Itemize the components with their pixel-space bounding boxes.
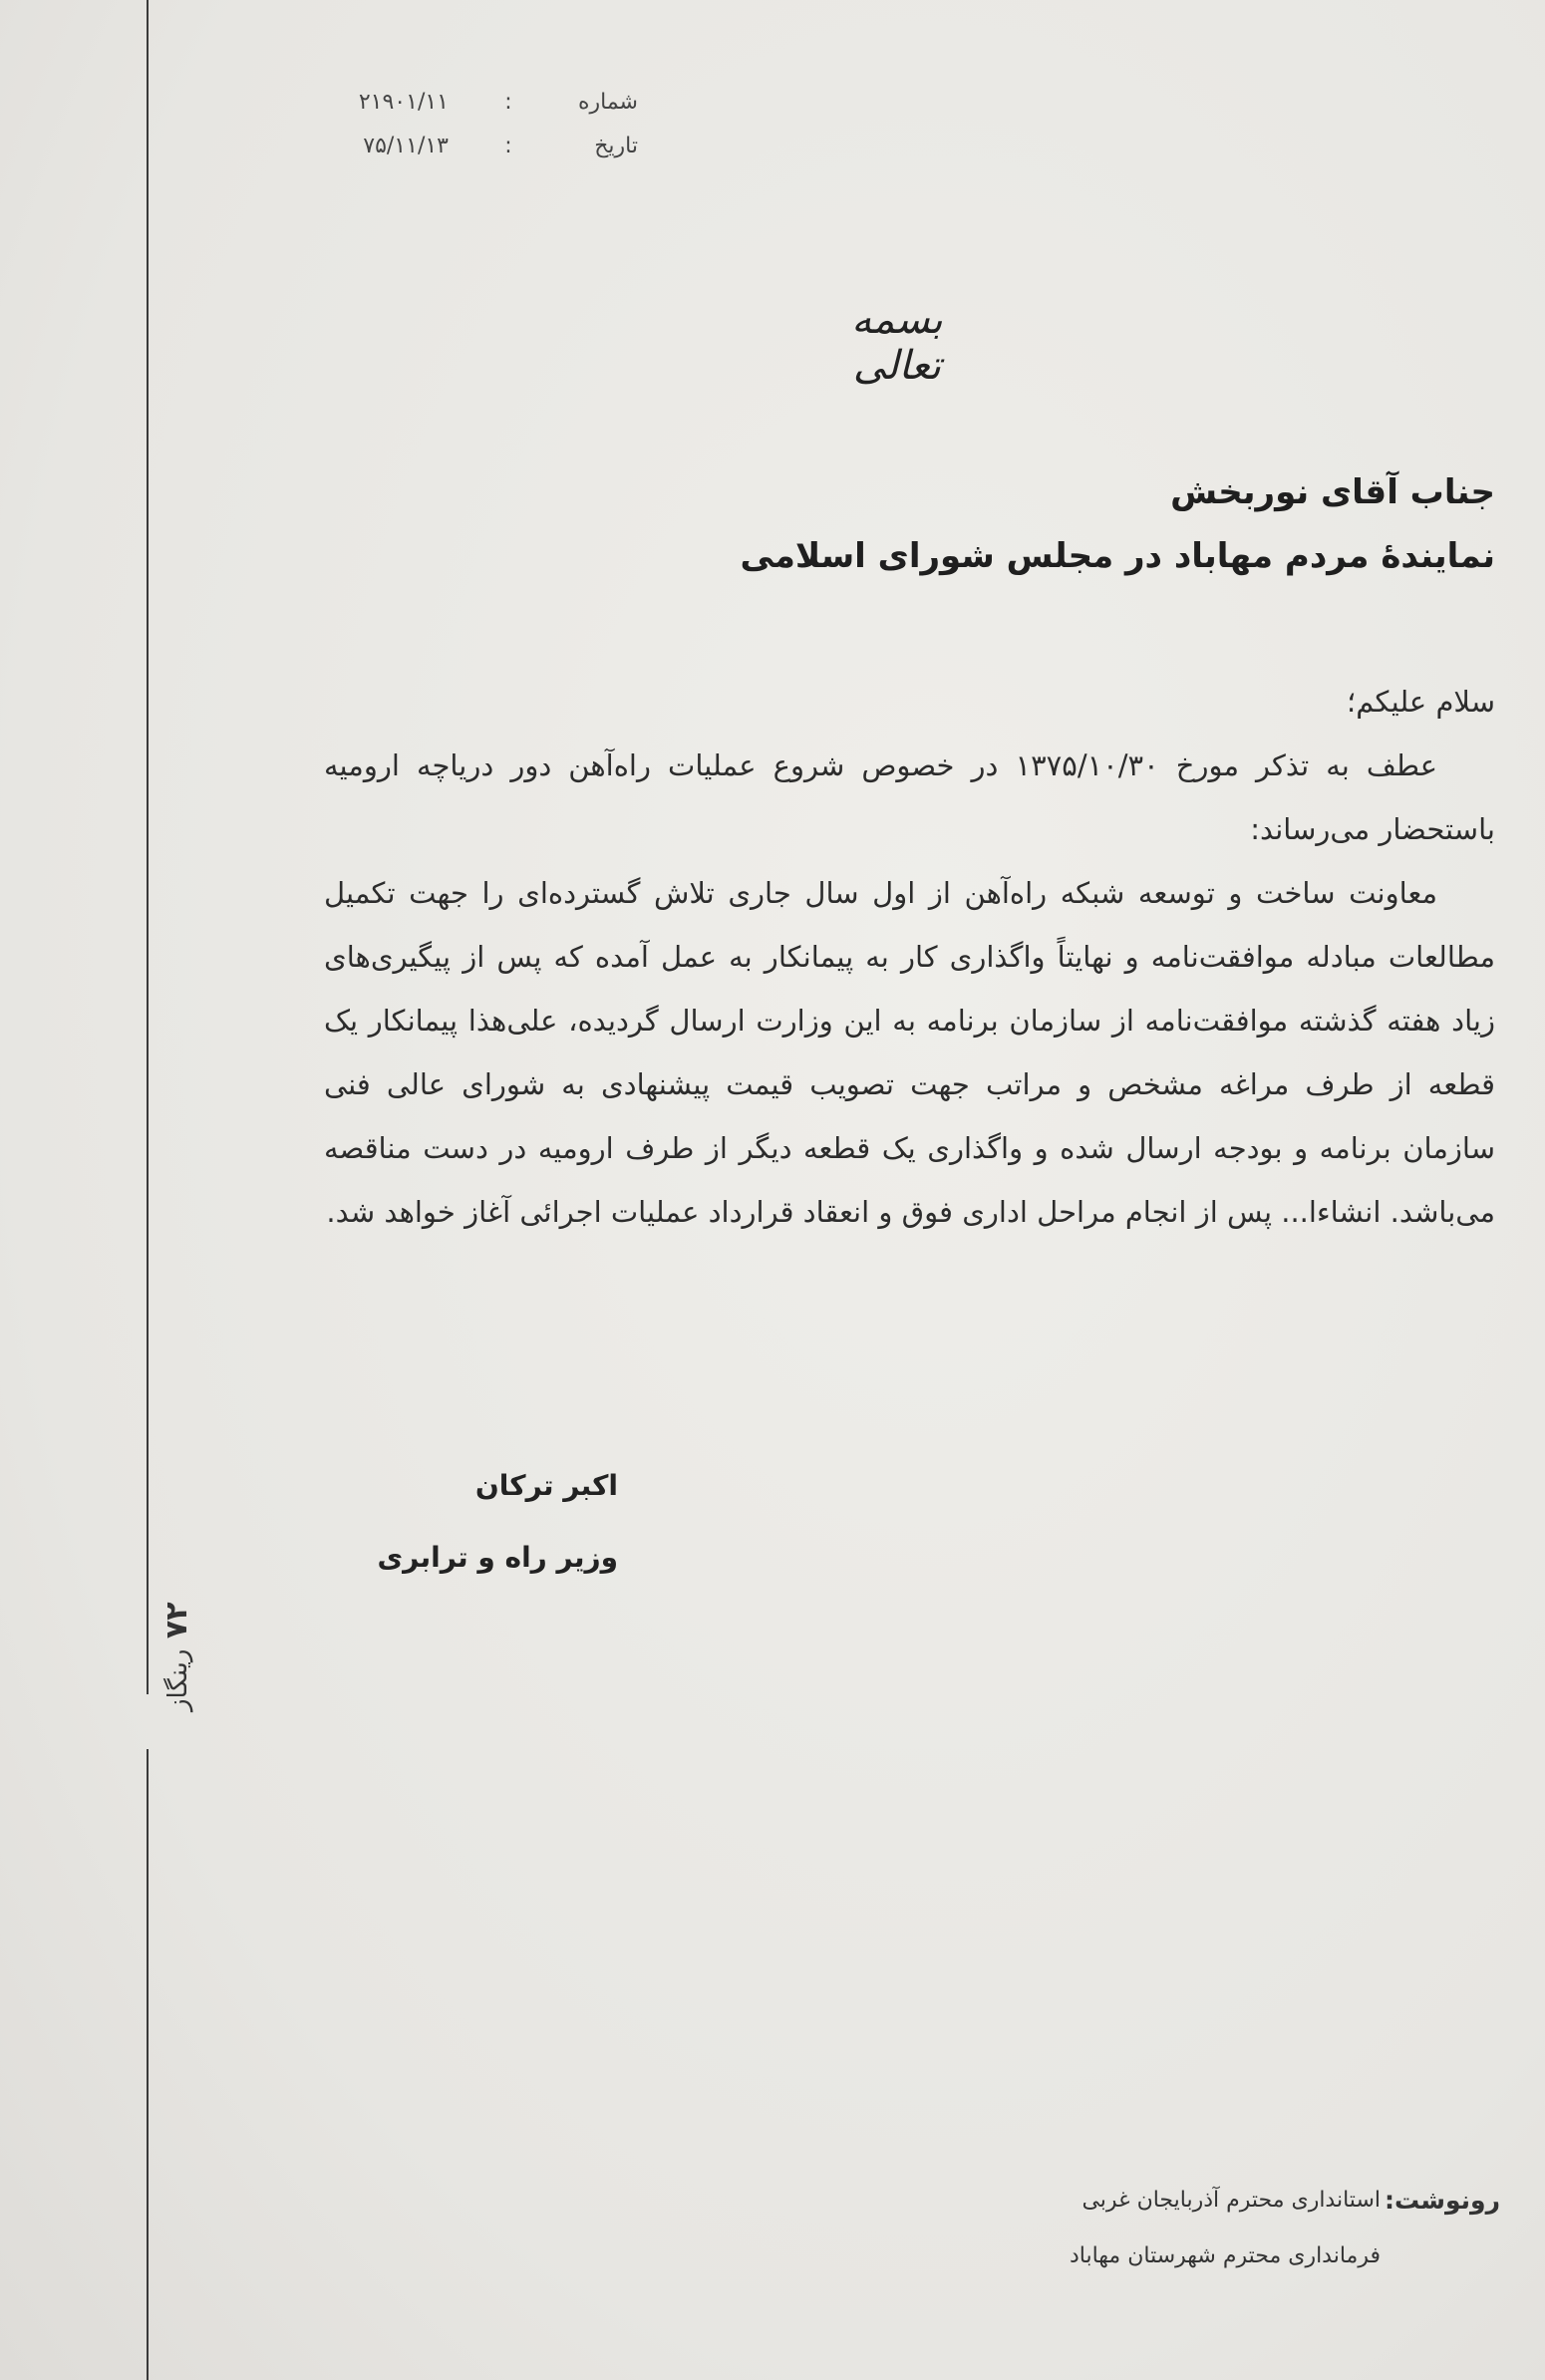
letter-number-colon: : bbox=[504, 89, 512, 115]
carbon-copy-block bbox=[942, 2173, 1500, 2284]
cc-row-2 bbox=[942, 2229, 1500, 2284]
cc-label: رونوشت: bbox=[1384, 2186, 1500, 2215]
letter-meta bbox=[299, 80, 638, 167]
cc-recipient: استانداری محترم آذربایجان غربی bbox=[1082, 2188, 1381, 2213]
letter-body bbox=[324, 670, 1495, 1244]
body-paragraph-1: عطف به تذکر مورخ ۱۳۷۵/۱۰/۳۰ در خصوص شروع عملیات راه‌آهن دور دریاچه ارومیه باستحضار می‌رساند: bbox=[324, 748, 1495, 846]
cc-row-1 bbox=[942, 2173, 1500, 2229]
letter-date-row bbox=[299, 124, 638, 167]
signatory-title: وزیر راه و ترابری bbox=[377, 1541, 618, 1574]
letter-number-row bbox=[299, 80, 638, 124]
letter-date-colon: : bbox=[504, 133, 512, 158]
signature-block bbox=[319, 1450, 618, 1594]
margin-rule-lower bbox=[147, 1749, 149, 2380]
addressee-name: جناب آقای نوربخش bbox=[1170, 472, 1495, 512]
cc-label-spacer bbox=[1381, 2229, 1500, 2284]
letter-number-label: شماره bbox=[577, 89, 638, 115]
greeting: سلام علیکم؛ bbox=[1347, 685, 1495, 719]
bismillah-heading: بسمه تعالی bbox=[851, 297, 943, 389]
page-footer bbox=[159, 1602, 194, 1739]
addressee-block bbox=[598, 460, 1495, 588]
letter-date-value: ۷۵/۱۱/۱۳ bbox=[363, 133, 449, 158]
page-number: ۷۲ bbox=[159, 1602, 194, 1639]
signatory-name: اکبر ترکان bbox=[474, 1469, 618, 1502]
body-paragraph-2: معاونت ساخت و توسعه شبکه راه‌آهن از اول سال جاری تلاش گسترده‌ای را جهت تکمیل مطالعات مبادله موافقت‌نامه و نهایتاً واگذاری کار به پیمانکار به عمل آمده که پس از پیگیری‌های زیاد هفته گذشته موافقت‌نامه از سازمان برنامه به این وزارت ارسال گردیده، علی‌هذا پیمانکار یک قطعه از طرف مراغه مشخص و مراتب جهت تصویب قیمت پیشنهادی به شورای عالی فنی سازمان برنامه و بودجه ارسال شده و واگذاری یک قطعه دیگر از طرف ارومیه در دست مناقصه می‌باشد. انشاءا... پس از انجام مراحل اداری فوق و انعقاد قرارداد عملیات اجرائی آغاز خواهد شد. bbox=[324, 876, 1495, 1229]
magazine-name: رینگاز bbox=[163, 1648, 193, 1711]
margin-rule-upper bbox=[147, 0, 149, 1694]
letter-number-value: ۲۱۹۰۱/۱۱ bbox=[358, 89, 449, 115]
letter-date-label: تاریخ bbox=[594, 133, 638, 158]
addressee-title: نمایندۀ مردم مهاباد در مجلس شورای اسلامی bbox=[740, 536, 1495, 576]
cc-recipient: فرمانداری محترم شهرستان مهاباد bbox=[1069, 2243, 1381, 2268]
